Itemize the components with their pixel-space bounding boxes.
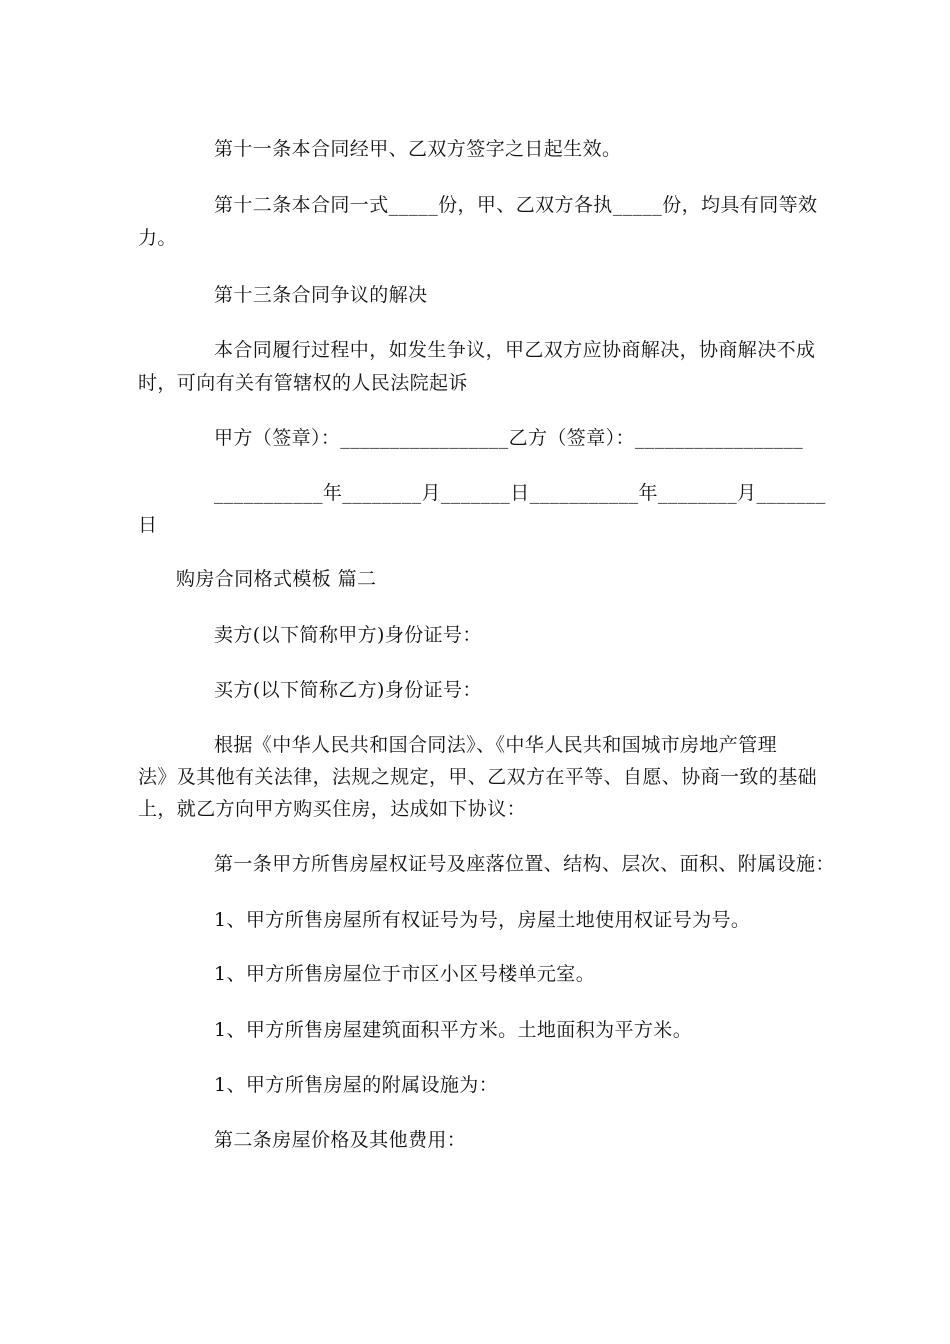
clause-11: 第十一条本合同经甲、乙双方签字之日起生效。	[214, 138, 622, 160]
signature-line: 甲方（签章）：_________________乙方（签章）：_________________	[214, 427, 804, 449]
article-2-heading: 第二条房屋价格及其他费用：	[214, 1129, 467, 1151]
article-1-heading: 第一条甲方所售房屋权证号及座落位置、结构、层次、面积、附属设施：	[214, 853, 835, 875]
article-1-item-facilities: 1、甲方所售房屋的附属设施为：	[214, 1074, 499, 1096]
date-line-cont: 日	[138, 514, 158, 536]
preamble-cont-2: 上，就乙方向甲方购买住房，达成如下协议：	[138, 798, 527, 820]
clause-12: 第十二条本合同一式_____份，甲、乙双方各执_____份，均具有同等效	[214, 194, 818, 216]
date-line: ___________年________月_______日___________年________月_______	[214, 482, 826, 504]
dispute-paragraph-cont: 时，可向有关有管辖权的人民法院起诉	[138, 372, 468, 394]
preamble-cont-1: 法》及其他有关法律，法规之规定，甲、乙双方在平等、自愿、协商一致的基础	[138, 766, 818, 788]
seller-id: 卖方(以下简称甲方)身份证号：	[214, 624, 482, 646]
buyer-id: 买方(以下简称乙方)身份证号：	[214, 679, 482, 701]
article-1-item-location: 1、甲方所售房屋位于市区小区号楼单元室。	[214, 963, 596, 985]
clause-12-cont: 力。	[138, 227, 177, 249]
section-title: 购房合同格式模板 篇二	[176, 568, 377, 590]
clause-13-heading: 第十三条合同争议的解决	[214, 284, 428, 306]
article-1-item-certificate: 1、甲方所售房屋所有权证号为号，房屋土地使用权证号为号。	[214, 909, 751, 931]
preamble: 根据《中华人民共和国合同法》、《中华人民共和国城市房地产管理	[214, 734, 778, 756]
dispute-paragraph: 本合同履行过程中，如发生争议，甲乙双方应协商解决，协商解决不成	[214, 339, 816, 361]
article-1-item-area: 1、甲方所售房屋建筑面积平方米。土地面积为平方米。	[214, 1019, 693, 1041]
